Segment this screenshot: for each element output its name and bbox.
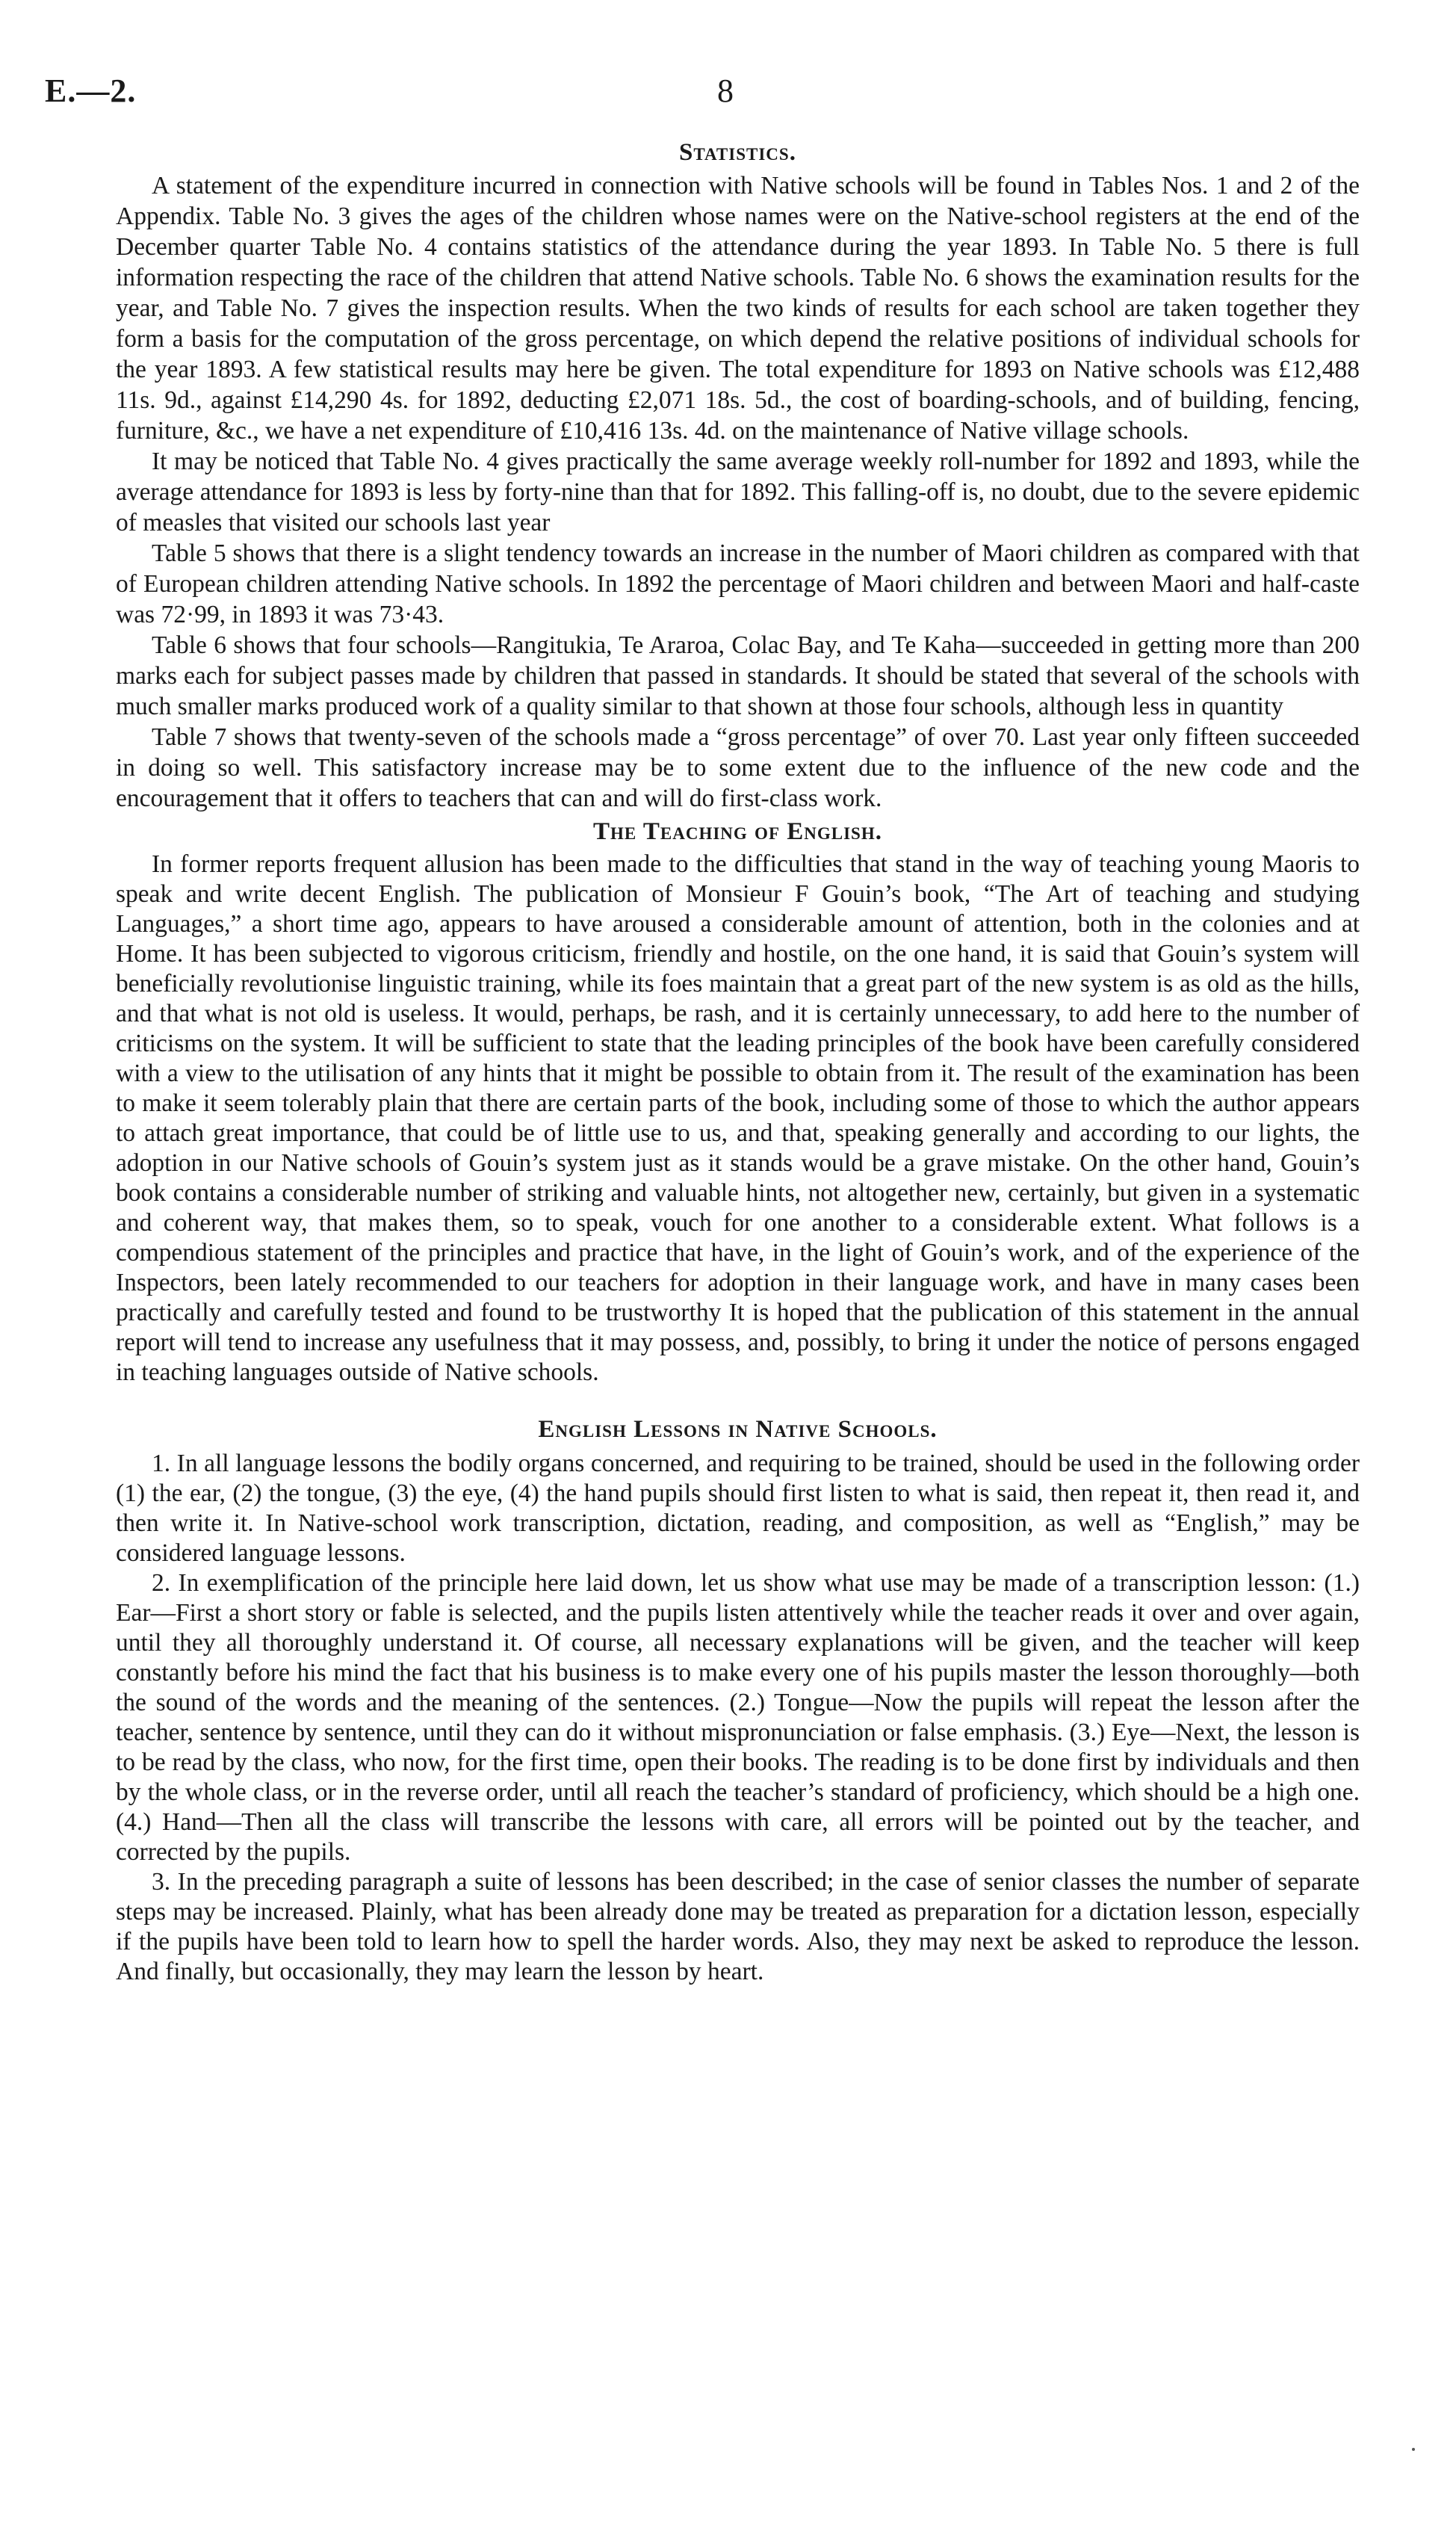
- paragraph: Table 6 shows that four schools—Rangitukia, Te Araroa, Colac Bay, and Te Kaha—succeeded in getting more than 200 marks each for subject passes made by children that passed in standards. It should be stated that several of the schools with much smaller marks produced work of a quality similar to that shown at those four schools, although less in quantity: [116, 631, 1360, 720]
- paragraph: 3. In the preceding paragraph a suite of lessons has been described; in the case of senior classes the number of separate steps may be increased. Plainly, what has been already done may be treated as preparation for a dictation lesson, especially if the pupils have been told to learn how to spell the harder words. Also, they may next be asked to reproduce the lesson. And finally, but occasionally, they may learn the lesson by heart.: [116, 1868, 1360, 1985]
- paragraph: 1. In all language lessons the bodily organs concerned, and requiring to be trained, should be used in the following order (1) the ear, (2) the tongue, (3) the eye, (4) the hand pupils should first listen to what is said, then repeat it, then read it, and then write it. In Native-school work transcription, dictation, reading, and composition, as well as “English,” may be considered language lessons.: [116, 1450, 1360, 1567]
- paragraph: 2. In exemplification of the principle here laid down, let us show what use may be made of a transcription lesson: (1.) Ear—First a short story or fable is selected, and the pupils listen attentively while the teacher reads it over and over again, until they all thoroughly understand it. Of course, all necessary explanations will be given, and the teacher will keep constantly before his mind the fact that his business is to make every one of his pupils master the lesson thoroughly—both the sound of the words and the meaning of the sentences. (2.) Tongue—Now the pupils will repeat the lesson after the teacher, sentence by sentence, until they can do it without mispronunciation or false emphasis. (3.) Eye—Next, the lesson is to be read by the class, who now, for the first time, open their books. The reading is to be done first by individuals and then by the whole class, or in the reverse order, until all reach the teacher’s standard of proficiency, which should be a high one. (4.) Hand—Then all the class will transcribe the lessons with care, all errors will be pointed out by the teacher, and corrected by the pupils.: [116, 1569, 1360, 1866]
- paragraph: In former reports frequent allusion has been made to the difficulties that stand in the way of teaching young Maoris to speak and write decent English. The publication of Monsieur F Gouin’s book, “The Art of teaching and studying Languages,” a short time ago, appears to have aroused a considerable amount of attention, both in the colonies and at Home. It has been subjected to vigorous criticism, friendly and hostile, on the one hand, it is said that Gouin’s system will beneficially revolutionise linguistic training, while its foes maintain that a great part of the new system is as old as the hills, and that what is not old is useless. It would, perhaps, be rash, and it is certainly unnecessary, to add here to the number of criticisms on the system. It will be sufficient to state that the leading principles of the book have been carefully considered with a view to the utilisation of any hints that it might be possible to obtain from it. The result of the examination has been to make it seem tolerably plain that there are certain parts of the book, including some of those to which the author appears to attach great importance, that could be of little use to us, and that, speaking generally and according to our lights, the adoption in our Native schools of Gouin’s system just as it stands would be a grave mistake. On the other hand, Gouin’s book contains a considerable number of striking and valuable hints, not altogether new, certainly, but given in a systematic and coherent way, that makes them, so to speak, vouch for one another to a considerable extent. What follows is a compendious statement of the principles and practice that have, in the light of Gouin’s work, and of the experience of the Inspectors, been lately recommended to our teachers for adoption in their language work, and have in many cases been practically and carefully tested and found to be trustworthy It is hoped that the publication of this statement in the annual report will tend to increase any usefulness that it may possess, and, possibly, to bring it under the notice of persons engaged in teaching languages outside of Native schools.: [116, 850, 1360, 1386]
- paragraph: It may be noticed that Table No. 4 gives practically the same average weekly roll-number for 1892 and 1893, while the average attendance for 1893 is less by forty-nine than that for 1892. This falling-off is, no doubt, due to the severe epidemic of measles that visited our schools last year: [116, 448, 1360, 536]
- paragraph: Table 7 shows that twenty-seven of the schools made a “gross percentage” of over 70. Last year only fifteen succeeded in doing so well. This satisfactory increase may be to some extent due to the influence of the new code and the encouragement that it offers to teachers that can and will do first-class work.: [116, 723, 1360, 812]
- paragraph: A statement of the expenditure incurred in connection with Native schools will be found in Tables Nos. 1 and 2 of the Appendix. Table No. 3 gives the ages of the children whose names were on the Native-school registers at the end of the December quarter Table No. 4 contains statistics of the attendance during the year 1893. In Table No. 5 there is full information respecting the race of the children that attend Native schools. Table No. 6 shows the examination results for the year, and Table No. 7 gives the inspection results. When the two kinds of results for each school are taken together they form a basis for the computation of the gross percentage, on which depend the relative positions of individual schools for the year 1893. A few statistical results may here be given. The total expenditure for 1893 on Native schools was £12,488 11s. 9d., against £14,290 4s. for 1892, deducting £2,071 18s. 5d., the cost of boarding-schools, and of building, fencing, furniture, &c., we have a net expenditure of £10,416 13s. 4d. on the maintenance of Native village schools.: [116, 172, 1360, 445]
- section-heading-statistics: Statistics.: [679, 139, 796, 166]
- paragraph: Table 5 shows that there is a slight tendency towards an increase in the number of Maori children as compared with that of European children attending Native schools. In 1892 the percentage of Maori children and between Maori and half-caste was 72·99, in 1893 it was 73·43.: [116, 539, 1360, 628]
- section-heading-english-lessons: English Lessons in Native Schools.: [538, 1416, 938, 1443]
- page-number: 8: [717, 72, 734, 109]
- body-text: [116, 134, 1360, 1987]
- section-heading-teaching-of-english: The Teaching of English.: [593, 818, 882, 845]
- margin-dot: [1412, 2448, 1415, 2451]
- series-code: E.—2.: [45, 72, 137, 109]
